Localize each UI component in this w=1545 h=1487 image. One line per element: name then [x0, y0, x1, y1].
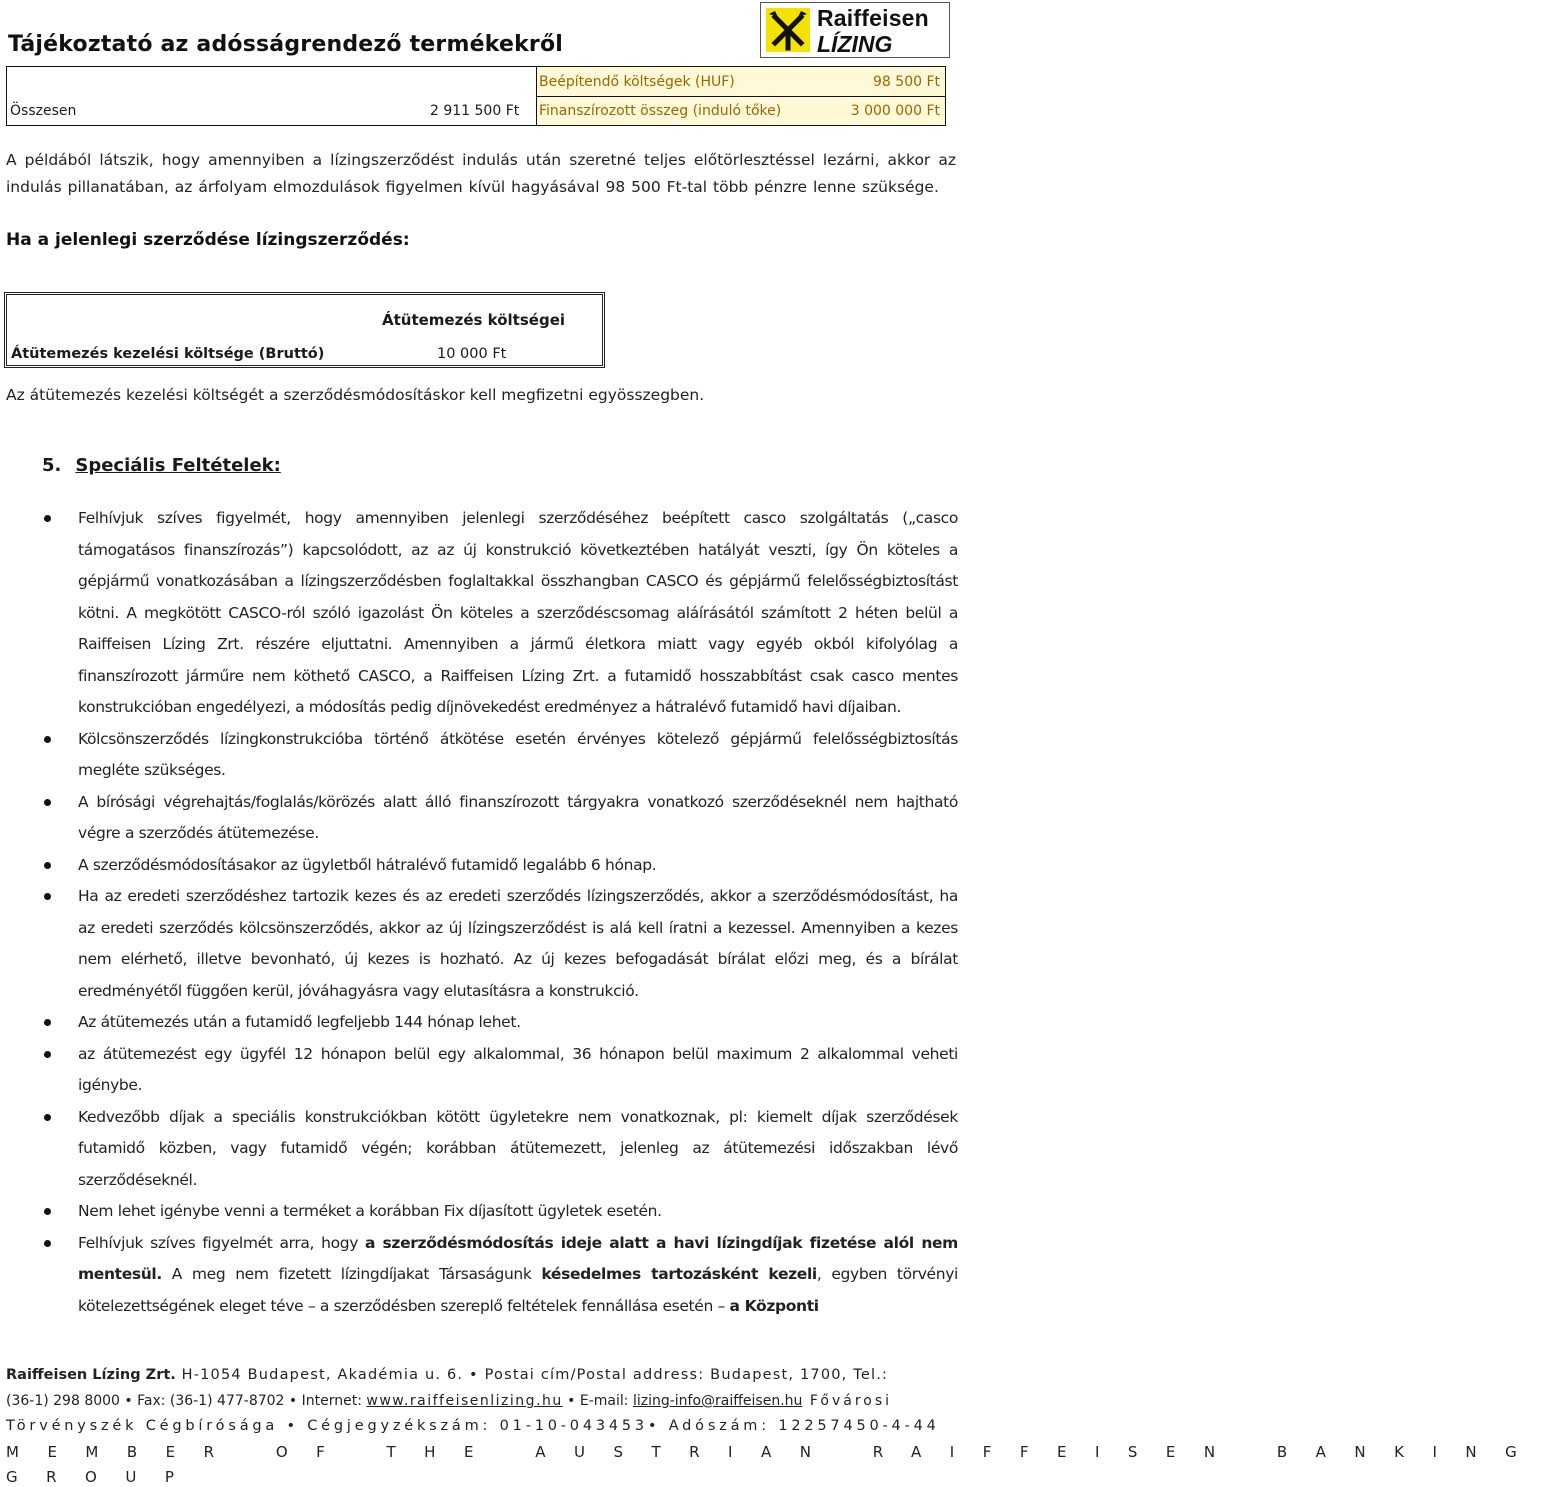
list-item: Kedvezőbb díjak a speciális konstrukciókban kötött ügyletekre nem vonatkoznak, pl: kiemelt díjak szerződések futamidő közben, vagy futamidő végén; korábban átütemezett, jelenleg az átütemezési időszakban lévő szerződéseknél. [78, 1102, 958, 1197]
total-label: Összesen [10, 103, 77, 119]
section-number: 5. [42, 455, 62, 476]
special-conditions-list [0, 503, 960, 1322]
footer-line-group: GROUP [6, 1468, 203, 1486]
email-link[interactable]: lizing-info@raiffeisen.hu [632, 1393, 803, 1409]
bullet-icon [44, 862, 51, 869]
website-link[interactable]: www.raiffeisenlizing.hu [366, 1393, 563, 1409]
logo-text-lizing: LÍZING [817, 31, 893, 57]
logo-text-raiffeisen: Raiffeisen [817, 5, 929, 31]
section-title: Speciális Feltételek: [75, 455, 281, 476]
financed-amount-value: 3 000 000 Ft [850, 103, 940, 119]
list-item: Nem lehet igénybe venni a terméket a korábban Fix díjasított ügyletek esetén. [78, 1196, 958, 1228]
list-item: A bírósági végrehajtás/foglalás/körözés alatt álló finanszírozott tárgyakra vonatkozó szerződéseknél nem hajtható végre a szerződés átütemezése. [78, 787, 958, 850]
built-in-costs-label: Beépítendő költségek (HUF) [539, 74, 735, 90]
built-in-costs-value: 98 500 Ft [873, 74, 940, 90]
raiffeisen-lizing-logo [760, 2, 950, 58]
financed-amount-label: Finanszírozott összeg (induló tőke) [539, 103, 782, 119]
footer-line-registry: Törvényszék Cégbírósága • Cégjegyzékszám: 01-10-043453• Adószám: 12257450-4-44 [6, 1418, 940, 1434]
list-item: Kölcsönszerződés lízingkonstrukcióba történő átkötése esetén érvényes kötelező gépjármű felelősségbiztosítás megléte szükséges. [78, 724, 958, 787]
restructuring-cost-header: Átütemezés költségei [382, 311, 566, 329]
list-item: Az átütemezés után a futamidő legfeljebb 144 hónap lehet. [78, 1007, 958, 1039]
list-item: Felhívjuk szíves figyelmét, hogy amennyiben jelenlegi szerződéséhez beépített casco szolgáltatás („casco támogatásos finanszírozás”) kapcsolódott, az az új konstrukció következtében hatályát veszti, így Ön köteles a gépjármű vonatkozásában a lízingszerződésben foglaltakkal összhangban CASCO és gépjármű felelősségbiztosítást kötni. A megkötött CASCO-ról szóló igazolást Ön köteles a szerződéscsomag aláírásától számított 2 héten belül a Raiffeisen Lízing Zrt. részére eljuttatni. Amennyiben a jármű életkora miatt vagy egyéb okból kifolyólag a finanszírozott járműre nem köthető CASCO, a Raiffeisen Lízing Zrt. a futamidő hosszabbítást csak casco mentes konstrukcióban engedélyezi, a módosítás pedig díjnövekedést eredményez a hátralévő futamidő havi díjaiban. [78, 503, 958, 724]
bullet-icon [44, 1019, 51, 1026]
special-conditions-heading [42, 455, 281, 476]
intro-paragraph: A példából látszik, hogy amennyiben a lízingszerződést indulás után szeretné teljes előtörlesztéssel lezárni, akkor az indulás pillanatában, az árfolyam elmozdulások figyelmen kívül hagyásával 98 500 Ft-tal több pénzre lenne szüksége. [6, 151, 956, 196]
leasing-contract-heading: Ha a jelenlegi szerződése lízingszerződés: [6, 230, 410, 250]
handling-fee-note: Az átütemezés kezelési költségét a szerződésmódosításkor kell megfizetni egyösszegben. [6, 386, 705, 404]
list-item: Ha az eredeti szerződéshez tartozik kezes és az eredeti szerződés lízingszerződés, akkor a szerződésmódosítást, ha az eredeti szerződés kölcsönszerződés, akkor az új lízingszerződést is alá kell íratni a kezessel. Amennyiben a kezes nem elérhető, illetve bevonható, új kezes is hozható. Az új kezes befogadását bírálat előzi meg, és a bírálat eredményétől függően kerül, jóváhagyásra vagy elutasításra a konstrukció. [78, 881, 958, 1007]
list-item: az átütemezést egy ügyfél 12 hónapon belül egy alkalommal, 36 hónapon belül maximum 2 alkalommal veheti igénybe. [78, 1039, 958, 1102]
total-value: 2 911 500 Ft [430, 103, 520, 119]
footer-line-address: Raiffeisen Lízing Zrt. H-1054 Budapest, Akadémia u. 6. • Postai cím/Postal address: Budapest, 1700, Tel.: [6, 1367, 889, 1383]
handling-fee-value: 10 000 Ft [437, 346, 507, 362]
list-item: A szerződésmódosításakor az ügyletből hátralévő futamidő legalább 6 hónap. [78, 850, 958, 882]
bullet-icon [44, 1114, 51, 1121]
bullet-icon [44, 893, 51, 900]
bullet-icon [44, 799, 51, 806]
raiffeisen-gable-cross-icon [766, 8, 810, 52]
bullet-icon [44, 1051, 51, 1058]
bullet-icon [44, 736, 51, 743]
handling-fee-label: Átütemezés kezelési költsége (Bruttó) [11, 346, 325, 362]
document-title: Tájékoztató az adósságrendező termékekről [8, 32, 563, 57]
footer-line-contact: (36-1) 298 8000 • Fax: (36-1) 477-8702 • Internet: www.raiffeisenlizing.hu • E-mail: lizing-info@raiffeisen.hu Fővárosi [6, 1393, 893, 1409]
footer-company-name: Raiffeisen Lízing Zrt. [6, 1367, 176, 1383]
bullet-icon [44, 1208, 51, 1215]
bullet-icon [44, 515, 51, 522]
list-item-payment-notice: Felhívjuk szíves figyelmét arra, hogy a szerződésmódosítás ideje alatt a havi lízingdíjak fizetése alól nem mentesül. A meg nem fizetett lízingdíjakat Társaságunk késedelmes tartozásként kezeli, egyben törvényi kötelezettségének eleget téve – a szerződésben szereplő feltételek fennállása esetén – a Központi [78, 1228, 958, 1322]
restructuring-cost-box [4, 292, 605, 368]
summary-table [6, 66, 946, 126]
footer-line-member: MEMBER OF THE AUSTRIAN RAIFFEISEN BANKING [6, 1443, 1545, 1461]
bullet-icon [44, 1240, 51, 1247]
